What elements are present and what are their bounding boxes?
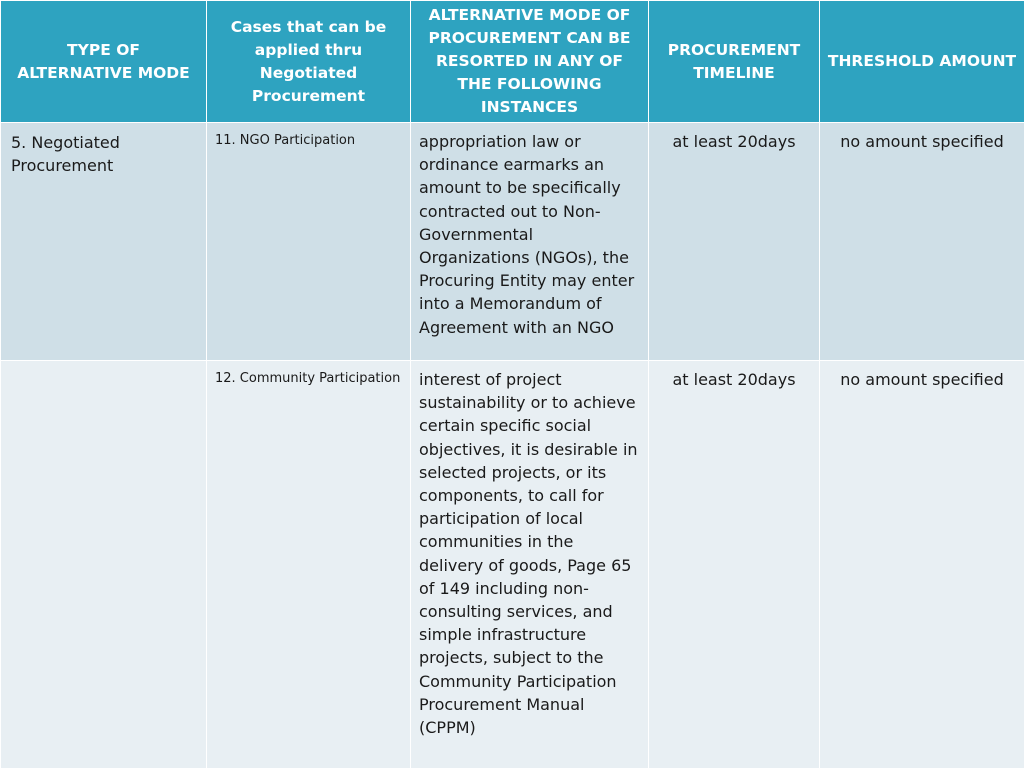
header-cases: Cases that can be applied thru Negotiated Procurement <box>207 1 411 123</box>
header-threshold: THRESHOLD AMOUNT <box>820 1 1024 123</box>
cell-case: 11. NGO Participation <box>207 123 411 361</box>
header-timeline: PROCUREMENT TIMELINE <box>649 1 820 123</box>
cell-threshold: no amount specified <box>820 361 1024 769</box>
table-row <box>1 123 1024 361</box>
cell-instance: interest of project sustainability or to achieve certain specific social objectives, it is desirable in selected projects, or its components, to call for participation of local communities in the delivery of goods, Page 65 of 149 including non-consulting services, and simple infrastructure projects, subject to the Community Participation Procurement Manual (CPPM) <box>411 361 649 769</box>
cell-type <box>1 361 207 769</box>
cell-type: 5. Negotiated Procurement <box>1 123 207 361</box>
table-row <box>1 361 1024 769</box>
cell-case: 12. Community Participation <box>207 361 411 769</box>
cell-timeline: at least 20days <box>649 361 820 769</box>
cell-threshold: no amount specified <box>820 123 1024 361</box>
cell-instance: appropriation law or ordinance earmarks an amount to be specifically contracted out to Non-Governmental Organizations (NGOs), the Procuring Entity may enter into a Memorandum of Agreement with an NGO <box>411 123 649 361</box>
header-type: TYPE OF ALTERNATIVE MODE <box>1 1 207 123</box>
header-instances: ALTERNATIVE MODE OF PROCUREMENT CAN BE RESORTED IN ANY OF THE FOLLOWING INSTANCES <box>411 1 649 123</box>
cell-timeline: at least 20days <box>649 123 820 361</box>
header-row <box>1 1 1024 123</box>
